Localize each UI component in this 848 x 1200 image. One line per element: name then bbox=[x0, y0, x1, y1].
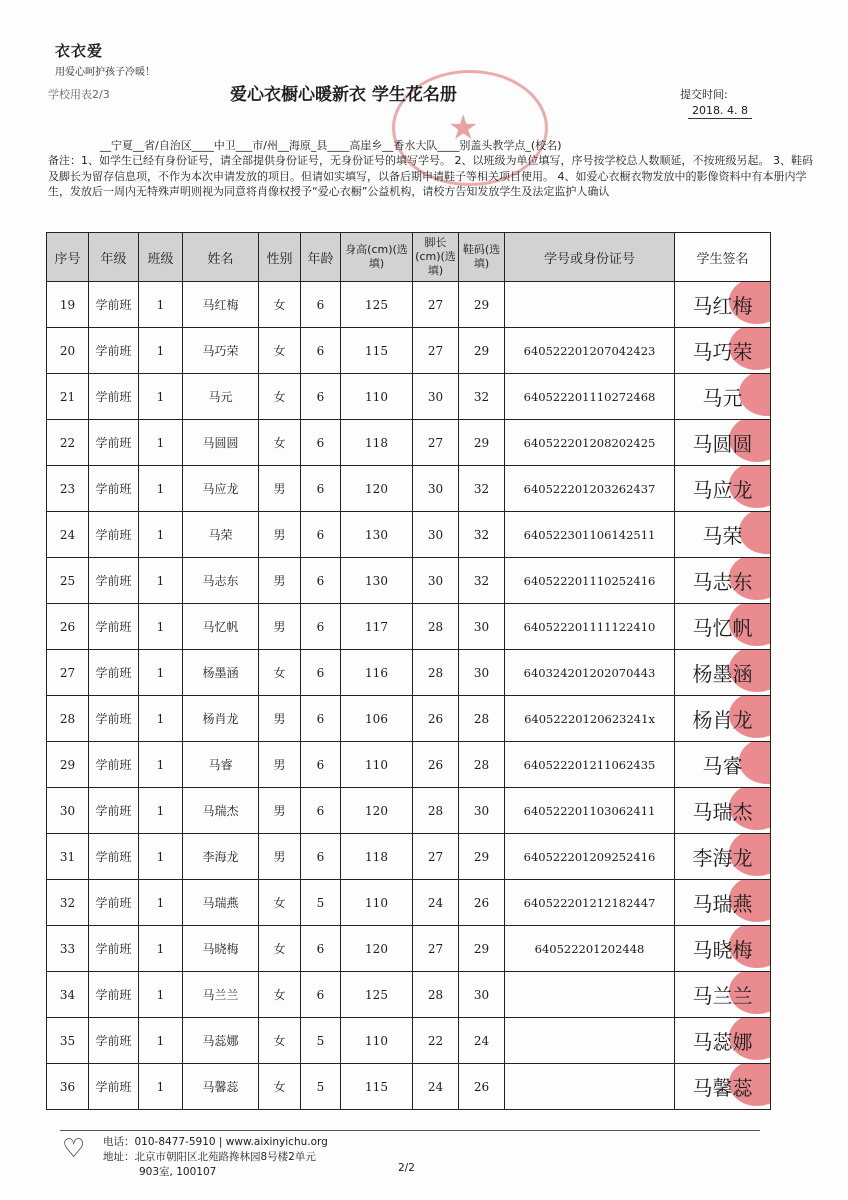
cell-class: 1 bbox=[139, 926, 183, 972]
cell-grade: 学前班 bbox=[89, 512, 139, 558]
cell-name: 马应龙 bbox=[183, 466, 259, 512]
cell-shoe: 26 bbox=[459, 1064, 505, 1110]
cell-grade: 学前班 bbox=[89, 834, 139, 880]
cell-signature bbox=[675, 1018, 771, 1064]
cell-class: 1 bbox=[139, 834, 183, 880]
handwritten-signature bbox=[693, 474, 753, 503]
cell-age: 6 bbox=[301, 834, 341, 880]
cell-foot: 24 bbox=[413, 1064, 459, 1110]
cell-grade: 学前班 bbox=[89, 1018, 139, 1064]
table-row bbox=[47, 328, 771, 374]
table-row bbox=[47, 420, 771, 466]
cell-shoe: 30 bbox=[459, 972, 505, 1018]
cell-height: 120 bbox=[341, 926, 413, 972]
cell-grade: 学前班 bbox=[89, 696, 139, 742]
header-signature: 学生签名 bbox=[675, 233, 771, 282]
cell-signature bbox=[675, 328, 771, 374]
cell-signature bbox=[675, 466, 771, 512]
cell-id bbox=[505, 972, 675, 1018]
footer-address: 地址：北京市朝阳区北苑路搀林园8号楼2单元 bbox=[103, 1151, 316, 1163]
cell-id: 640522301106142511 bbox=[505, 512, 675, 558]
handwritten-signature bbox=[693, 704, 753, 733]
thumbprint bbox=[739, 512, 771, 555]
cell-shoe: 29 bbox=[459, 926, 505, 972]
cell-sex: 男 bbox=[259, 604, 301, 650]
cell-height: 125 bbox=[341, 282, 413, 328]
cell-no: 26 bbox=[47, 604, 89, 650]
cell-foot: 27 bbox=[413, 926, 459, 972]
cell-height: 115 bbox=[341, 328, 413, 374]
handwritten-signature bbox=[693, 566, 753, 595]
header-no: 序号 bbox=[47, 233, 89, 282]
cell-no: 36 bbox=[47, 1064, 89, 1110]
cell-age: 6 bbox=[301, 328, 341, 374]
cell-height: 110 bbox=[341, 742, 413, 788]
cell-id: 640522201207042423 bbox=[505, 328, 675, 374]
cell-signature bbox=[675, 834, 771, 880]
cell-id bbox=[505, 1018, 675, 1064]
cell-foot: 26 bbox=[413, 742, 459, 788]
cell-name: 马元 bbox=[183, 374, 259, 420]
cell-sex: 女 bbox=[259, 420, 301, 466]
cell-signature bbox=[675, 926, 771, 972]
cell-grade: 学前班 bbox=[89, 328, 139, 374]
table-row bbox=[47, 650, 771, 696]
cell-grade: 学前班 bbox=[89, 604, 139, 650]
cell-foot: 22 bbox=[413, 1018, 459, 1064]
cell-foot: 28 bbox=[413, 972, 459, 1018]
cell-id: 640522201110252416 bbox=[505, 558, 675, 604]
cell-height: 120 bbox=[341, 788, 413, 834]
cell-no: 21 bbox=[47, 374, 89, 420]
cell-grade: 学前班 bbox=[89, 282, 139, 328]
cell-age: 6 bbox=[301, 420, 341, 466]
cell-height: 130 bbox=[341, 512, 413, 558]
cell-class: 1 bbox=[139, 466, 183, 512]
header-class: 班级 bbox=[139, 233, 183, 282]
signature-text: 马红梅 bbox=[692, 294, 753, 318]
cell-class: 1 bbox=[139, 558, 183, 604]
cell-foot: 27 bbox=[413, 420, 459, 466]
thumbprint bbox=[739, 374, 771, 417]
cell-name: 马忆帆 bbox=[183, 604, 259, 650]
handwritten-signature bbox=[693, 1026, 753, 1055]
cell-shoe: 29 bbox=[459, 328, 505, 374]
cell-height: 106 bbox=[341, 696, 413, 742]
cell-no: 25 bbox=[47, 558, 89, 604]
table-row bbox=[47, 742, 771, 788]
school-use-label: 学校用表2/3 bbox=[48, 88, 110, 101]
cell-signature bbox=[675, 1064, 771, 1110]
cell-name: 马荣 bbox=[183, 512, 259, 558]
signature-text: 马睿 bbox=[702, 754, 743, 778]
cell-name: 马红梅 bbox=[183, 282, 259, 328]
cell-name: 马睿 bbox=[183, 742, 259, 788]
handwritten-signature bbox=[693, 290, 753, 319]
cell-foot: 28 bbox=[413, 604, 459, 650]
cell-id: 64052220120623241x bbox=[505, 696, 675, 742]
cell-age: 6 bbox=[301, 972, 341, 1018]
cell-no: 19 bbox=[47, 282, 89, 328]
table-row bbox=[47, 512, 771, 558]
cell-sex: 女 bbox=[259, 926, 301, 972]
cell-sex: 女 bbox=[259, 972, 301, 1018]
logo-slogan: 用爱心呵护孩子冷暖！ bbox=[55, 67, 155, 78]
handwritten-signature bbox=[693, 888, 753, 917]
header-foot: 脚长(cm)(选填) bbox=[413, 233, 459, 282]
cell-class: 1 bbox=[139, 788, 183, 834]
footer-divider bbox=[60, 1130, 760, 1131]
cell-id: 640522201209252416 bbox=[505, 834, 675, 880]
cell-sex: 女 bbox=[259, 328, 301, 374]
cell-height: 116 bbox=[341, 650, 413, 696]
cell-id: 640522201111122410 bbox=[505, 604, 675, 650]
handwritten-signature bbox=[703, 382, 743, 411]
table-row bbox=[47, 972, 771, 1018]
cell-grade: 学前班 bbox=[89, 466, 139, 512]
cell-id: 640522201208202425 bbox=[505, 420, 675, 466]
cell-signature bbox=[675, 880, 771, 926]
cell-foot: 30 bbox=[413, 512, 459, 558]
thumbprint bbox=[739, 742, 771, 785]
cell-no: 23 bbox=[47, 466, 89, 512]
signature-text: 马荣 bbox=[702, 524, 743, 548]
handwritten-signature bbox=[693, 658, 753, 687]
handwritten-signature bbox=[693, 934, 753, 963]
cell-grade: 学前班 bbox=[89, 880, 139, 926]
table-row bbox=[47, 604, 771, 650]
cell-id: 640522201212182447 bbox=[505, 880, 675, 926]
cell-height: 118 bbox=[341, 420, 413, 466]
cell-age: 6 bbox=[301, 374, 341, 420]
handwritten-signature bbox=[693, 980, 753, 1009]
cell-shoe: 32 bbox=[459, 374, 505, 420]
cell-shoe: 29 bbox=[459, 834, 505, 880]
cell-grade: 学前班 bbox=[89, 926, 139, 972]
cell-age: 6 bbox=[301, 788, 341, 834]
cell-sex: 男 bbox=[259, 558, 301, 604]
signature-text: 马志东 bbox=[692, 570, 753, 594]
cell-class: 1 bbox=[139, 650, 183, 696]
cell-foot: 27 bbox=[413, 282, 459, 328]
header-shoe: 鞋码(选填) bbox=[459, 233, 505, 282]
cell-foot: 24 bbox=[413, 880, 459, 926]
header-name: 姓名 bbox=[183, 233, 259, 282]
cell-no: 24 bbox=[47, 512, 89, 558]
table-header-row bbox=[47, 233, 771, 282]
cell-grade: 学前班 bbox=[89, 650, 139, 696]
cell-foot: 30 bbox=[413, 374, 459, 420]
handwritten-signature bbox=[693, 428, 753, 457]
cell-age: 5 bbox=[301, 880, 341, 926]
cell-class: 1 bbox=[139, 512, 183, 558]
cell-sex: 女 bbox=[259, 880, 301, 926]
cell-height: 117 bbox=[341, 604, 413, 650]
cell-grade: 学前班 bbox=[89, 742, 139, 788]
cell-id: 640522201103062411 bbox=[505, 788, 675, 834]
header-height: 身高(cm)(选填) bbox=[341, 233, 413, 282]
cell-sex: 女 bbox=[259, 1064, 301, 1110]
cell-id: 640522201203262437 bbox=[505, 466, 675, 512]
cell-shoe: 30 bbox=[459, 650, 505, 696]
cell-name: 杨肖龙 bbox=[183, 696, 259, 742]
cell-shoe: 30 bbox=[459, 604, 505, 650]
cell-id bbox=[505, 1064, 675, 1110]
table-row bbox=[47, 880, 771, 926]
handwritten-signature bbox=[693, 842, 753, 871]
signature-text: 杨墨涵 bbox=[692, 662, 753, 686]
signature-text: 马巧荣 bbox=[692, 340, 753, 364]
cell-age: 6 bbox=[301, 466, 341, 512]
cell-shoe: 28 bbox=[459, 696, 505, 742]
cell-height: 110 bbox=[341, 880, 413, 926]
cell-shoe: 32 bbox=[459, 466, 505, 512]
table-row bbox=[47, 1018, 771, 1064]
handwritten-signature bbox=[693, 796, 753, 825]
cell-class: 1 bbox=[139, 282, 183, 328]
cell-sex: 男 bbox=[259, 512, 301, 558]
submit-time-label: 提交时间: bbox=[680, 88, 728, 101]
header-grade: 年级 bbox=[89, 233, 139, 282]
cell-name: 马馨蕊 bbox=[183, 1064, 259, 1110]
cell-name: 马瑞燕 bbox=[183, 880, 259, 926]
cell-age: 6 bbox=[301, 926, 341, 972]
cell-sex: 男 bbox=[259, 742, 301, 788]
cell-name: 马志东 bbox=[183, 558, 259, 604]
signature-text: 马应龙 bbox=[692, 478, 753, 502]
signature-text: 马元 bbox=[702, 386, 743, 410]
cell-sex: 女 bbox=[259, 1018, 301, 1064]
cell-class: 1 bbox=[139, 374, 183, 420]
cell-name: 马蕊娜 bbox=[183, 1018, 259, 1064]
cell-foot: 27 bbox=[413, 328, 459, 374]
cell-class: 1 bbox=[139, 328, 183, 374]
cell-signature bbox=[675, 282, 771, 328]
cell-signature bbox=[675, 604, 771, 650]
cell-sex: 男 bbox=[259, 834, 301, 880]
student-roster-table bbox=[46, 232, 771, 1110]
cell-name: 马瑞杰 bbox=[183, 788, 259, 834]
cell-shoe: 32 bbox=[459, 512, 505, 558]
page-number: 2/2 bbox=[398, 1162, 415, 1174]
cell-sex: 男 bbox=[259, 466, 301, 512]
cell-shoe: 28 bbox=[459, 742, 505, 788]
cell-shoe: 29 bbox=[459, 420, 505, 466]
table-row bbox=[47, 558, 771, 604]
cell-height: 110 bbox=[341, 1018, 413, 1064]
handwritten-signature bbox=[693, 1072, 753, 1101]
cell-class: 1 bbox=[139, 972, 183, 1018]
cell-id: 640522201110272468 bbox=[505, 374, 675, 420]
submit-date: 2018. 4. 8 bbox=[688, 104, 752, 119]
cell-no: 29 bbox=[47, 742, 89, 788]
cell-shoe: 24 bbox=[459, 1018, 505, 1064]
table-row bbox=[47, 282, 771, 328]
cell-no: 27 bbox=[47, 650, 89, 696]
cell-foot: 27 bbox=[413, 834, 459, 880]
logo bbox=[55, 40, 155, 78]
cell-height: 120 bbox=[341, 466, 413, 512]
handwritten-signature bbox=[703, 520, 743, 549]
cell-foot: 30 bbox=[413, 466, 459, 512]
cell-foot: 26 bbox=[413, 696, 459, 742]
cell-shoe: 26 bbox=[459, 880, 505, 926]
signature-text: 马馨蕊 bbox=[692, 1076, 753, 1100]
signature-text: 马瑞燕 bbox=[692, 892, 753, 916]
cell-grade: 学前班 bbox=[89, 1064, 139, 1110]
handwritten-signature bbox=[693, 336, 753, 365]
cell-id: 640522201211062435 bbox=[505, 742, 675, 788]
cell-age: 6 bbox=[301, 604, 341, 650]
cell-shoe: 32 bbox=[459, 558, 505, 604]
cell-no: 35 bbox=[47, 1018, 89, 1064]
cell-no: 32 bbox=[47, 880, 89, 926]
cell-age: 6 bbox=[301, 742, 341, 788]
footer-phone: 电话：010-8477-5910 | www.aixinyichu.org bbox=[103, 1136, 328, 1148]
cell-age: 6 bbox=[301, 558, 341, 604]
cell-shoe: 30 bbox=[459, 788, 505, 834]
footer-room: 903室, 100107 bbox=[139, 1166, 217, 1178]
cell-signature bbox=[675, 742, 771, 788]
logo-name: 衣衣爱 bbox=[55, 42, 104, 60]
page-title: 爱心衣橱心暖新衣 学生花名册 bbox=[230, 85, 457, 105]
cell-class: 1 bbox=[139, 1064, 183, 1110]
cell-height: 130 bbox=[341, 558, 413, 604]
signature-text: 马蕊娜 bbox=[692, 1030, 753, 1054]
cell-grade: 学前班 bbox=[89, 558, 139, 604]
cell-class: 1 bbox=[139, 880, 183, 926]
header-age: 年龄 bbox=[301, 233, 341, 282]
cell-age: 5 bbox=[301, 1064, 341, 1110]
cell-id: 640324201202070443 bbox=[505, 650, 675, 696]
cell-no: 28 bbox=[47, 696, 89, 742]
cell-grade: 学前班 bbox=[89, 972, 139, 1018]
cell-sex: 男 bbox=[259, 696, 301, 742]
cell-age: 6 bbox=[301, 512, 341, 558]
cell-foot: 30 bbox=[413, 558, 459, 604]
cell-grade: 学前班 bbox=[89, 788, 139, 834]
stamp-star-icon: ★ bbox=[448, 108, 479, 148]
cell-age: 5 bbox=[301, 1018, 341, 1064]
cell-sex: 男 bbox=[259, 788, 301, 834]
signature-text: 马晓梅 bbox=[692, 938, 753, 962]
header-id: 学号或身份证号 bbox=[505, 233, 675, 282]
table-row bbox=[47, 374, 771, 420]
signature-text: 马瑞杰 bbox=[692, 800, 753, 824]
signature-text: 马圆圆 bbox=[692, 432, 753, 456]
cell-shoe: 29 bbox=[459, 282, 505, 328]
table-row bbox=[47, 926, 771, 972]
cell-age: 6 bbox=[301, 650, 341, 696]
cell-no: 31 bbox=[47, 834, 89, 880]
header-sex: 性别 bbox=[259, 233, 301, 282]
cell-id: 640522201202448 bbox=[505, 926, 675, 972]
cell-class: 1 bbox=[139, 742, 183, 788]
table-row bbox=[47, 696, 771, 742]
table-row bbox=[47, 834, 771, 880]
cell-signature bbox=[675, 972, 771, 1018]
cell-age: 6 bbox=[301, 282, 341, 328]
cell-no: 34 bbox=[47, 972, 89, 1018]
handwritten-signature bbox=[693, 612, 753, 641]
cell-sex: 女 bbox=[259, 282, 301, 328]
cell-sex: 女 bbox=[259, 374, 301, 420]
cell-no: 33 bbox=[47, 926, 89, 972]
cell-name: 马巧荣 bbox=[183, 328, 259, 374]
handwritten-signature bbox=[703, 750, 743, 779]
cell-grade: 学前班 bbox=[89, 420, 139, 466]
cell-name: 李海龙 bbox=[183, 834, 259, 880]
signature-text: 马忆帆 bbox=[692, 616, 753, 640]
cell-signature bbox=[675, 696, 771, 742]
cell-no: 20 bbox=[47, 328, 89, 374]
cell-no: 22 bbox=[47, 420, 89, 466]
cell-foot: 28 bbox=[413, 788, 459, 834]
signature-text: 李海龙 bbox=[692, 846, 753, 870]
cell-height: 125 bbox=[341, 972, 413, 1018]
footer-contact bbox=[103, 1135, 328, 1180]
cell-class: 1 bbox=[139, 420, 183, 466]
cell-sex: 女 bbox=[259, 650, 301, 696]
table-row bbox=[47, 466, 771, 512]
cell-name: 马兰兰 bbox=[183, 972, 259, 1018]
cell-class: 1 bbox=[139, 1018, 183, 1064]
cell-grade: 学前班 bbox=[89, 374, 139, 420]
cell-signature bbox=[675, 788, 771, 834]
cell-height: 118 bbox=[341, 834, 413, 880]
cell-age: 6 bbox=[301, 696, 341, 742]
cell-class: 1 bbox=[139, 696, 183, 742]
cell-height: 115 bbox=[341, 1064, 413, 1110]
cell-height: 110 bbox=[341, 374, 413, 420]
table-row bbox=[47, 1064, 771, 1110]
notes: 备注：1、如学生已经有身份证号，请全部提供身份证号，无身份证号的填写学号。 2、以班级为单位填写，序号按学校总人数顺延，不按班级另起。 3、鞋码及脚长为留存信息项，不作为本次申请发放的项目。但请如实填写，以备后期申请鞋子等相关项目使用。 4、如爱心衣橱衣物发放中的影像资料中有本册内学生，发放后一周内无特殊声明则视为同意将肖像权授予“爱心衣橱”公益机构，请校方告知发放学生及法定监护人确认 bbox=[48, 154, 813, 198]
signature-text: 杨肖龙 bbox=[692, 708, 753, 732]
cell-signature bbox=[675, 420, 771, 466]
cell-name: 马圆圆 bbox=[183, 420, 259, 466]
cell-no: 30 bbox=[47, 788, 89, 834]
cell-signature bbox=[675, 374, 771, 420]
cell-signature bbox=[675, 650, 771, 696]
cell-name: 杨墨涵 bbox=[183, 650, 259, 696]
signature-text: 马兰兰 bbox=[692, 984, 753, 1008]
cell-signature bbox=[675, 558, 771, 604]
table-row bbox=[47, 788, 771, 834]
cell-name: 马晓梅 bbox=[183, 926, 259, 972]
cell-class: 1 bbox=[139, 604, 183, 650]
cell-id bbox=[505, 282, 675, 328]
cell-signature bbox=[675, 512, 771, 558]
cell-foot: 28 bbox=[413, 650, 459, 696]
heart-logo-icon: ♡ bbox=[62, 1134, 86, 1164]
school-location: __宁夏__省/自治区____中卫___市/州__海原_县____高崖乡__香水大队____别盖头教学点_(校名) bbox=[100, 139, 562, 152]
